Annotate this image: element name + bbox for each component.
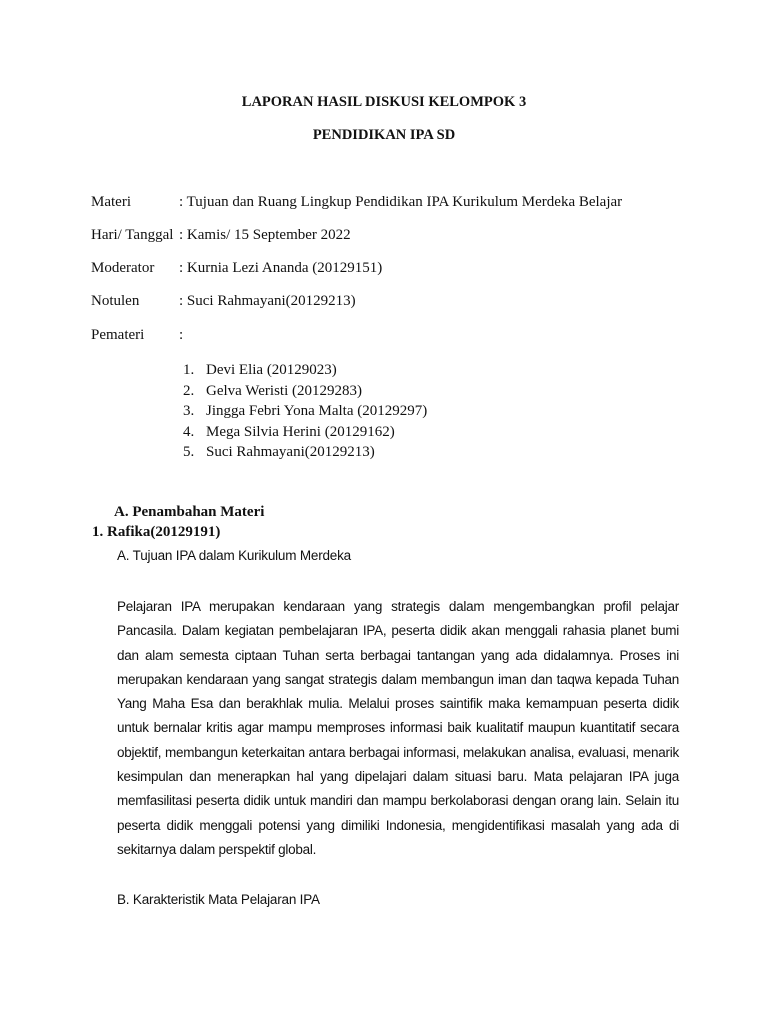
speaker-name: Suci Rahmayani(20129213) <box>206 444 375 461</box>
report-subtitle: PENDIDIKAN IPA SD <box>312 127 456 143</box>
meta-row-date <box>91 227 351 244</box>
meta-row-notulen <box>91 293 356 310</box>
meta-label: Notulen <box>91 293 140 309</box>
body-paragraph: Pelajaran IPA merupakan kendaraan yang strategis dalam mengembangkan profil pelajar Pancasila. Dalam kegiatan pembelajaran IPA, peserta didik akan menggali rahasia planet bumi dan alam semesta ciptaan Tuhan serta berbagai tantangan yang ada didalamnya. Proses ini merupakan kendaraan yang sangat strategis dalam membangun iman dan taqwa kepada Tuhan Yang Maha Esa dan berakhlak mulia. Melalui proses saintifik maka kemampuan peserta didik untuk bernalar kritis agar mampu memproses informasi baik kualitatif maupun kuantitatif secara objektif, membangun keterkaitan antara berbagai informasi, melakukan analisa, evaluasi, menarik kesimpulan dan menerapkan hal yang dipelajari dalam situasi baru. Mata pelajaran IPA juga memfasilitasi peserta didik untuk mandiri dan mampu berkolaborasi dengan orang lain. Selain itu peserta didik menggali potensi yang dimiliki Indonesia, mengidentifikasi masalah yang ada di sekitarnya dalam perspektif global. <box>117 599 679 857</box>
speaker-name: Devi Elia (20129023) <box>206 362 337 378</box>
speaker-name: Gelva Weristi (20129283) <box>206 382 362 399</box>
speaker-name: Jingga Febri Yona Malta (20129297) <box>206 403 428 420</box>
meta-value: : Kamis/ 15 September 2022 <box>179 227 351 243</box>
list-number: 1. <box>183 362 195 378</box>
meta-label: Hari/ Tanggal <box>91 227 174 243</box>
section-heading-a: A. Penambahan Materi <box>114 504 265 520</box>
list-number: 4. <box>183 423 195 440</box>
item-heading-1: 1. Rafika(20129191) <box>92 524 221 540</box>
list-item <box>183 381 427 402</box>
list-item <box>183 360 427 381</box>
meta-value: : Suci Rahmayani(20129213) <box>179 293 356 309</box>
sub-heading-b: B. Karakteristik Mata Pelajaran IPA <box>117 892 320 907</box>
meta-value: : Tujuan dan Ruang Lingkup Pendidikan IPA Kurikulum Merdeka Belajar <box>179 194 623 210</box>
meta-value: : Kurnia Lezi Ananda (20129151) <box>179 260 383 276</box>
list-number: 5. <box>183 444 195 461</box>
meta-value: : <box>179 327 184 343</box>
speaker-name: Mega Silvia Herini (20129162) <box>206 423 395 440</box>
meta-row-materi <box>91 194 622 211</box>
list-item <box>183 401 427 422</box>
sub-heading-a: A. Tujuan IPA dalam Kurikulum Merdeka <box>117 548 351 563</box>
list-number: 2. <box>183 382 195 399</box>
report-title: LAPORAN HASIL DISKUSI KELOMPOK 3 <box>241 94 527 110</box>
meta-row-pemateri <box>91 327 183 344</box>
meta-row-moderator <box>91 260 382 277</box>
list-item <box>183 442 427 463</box>
meta-label: Materi <box>91 194 131 210</box>
meta-label: Moderator <box>91 260 155 276</box>
meta-label: Pemateri <box>91 327 145 343</box>
list-number: 3. <box>183 403 195 420</box>
list-item <box>183 422 427 443</box>
speaker-list <box>183 360 427 463</box>
